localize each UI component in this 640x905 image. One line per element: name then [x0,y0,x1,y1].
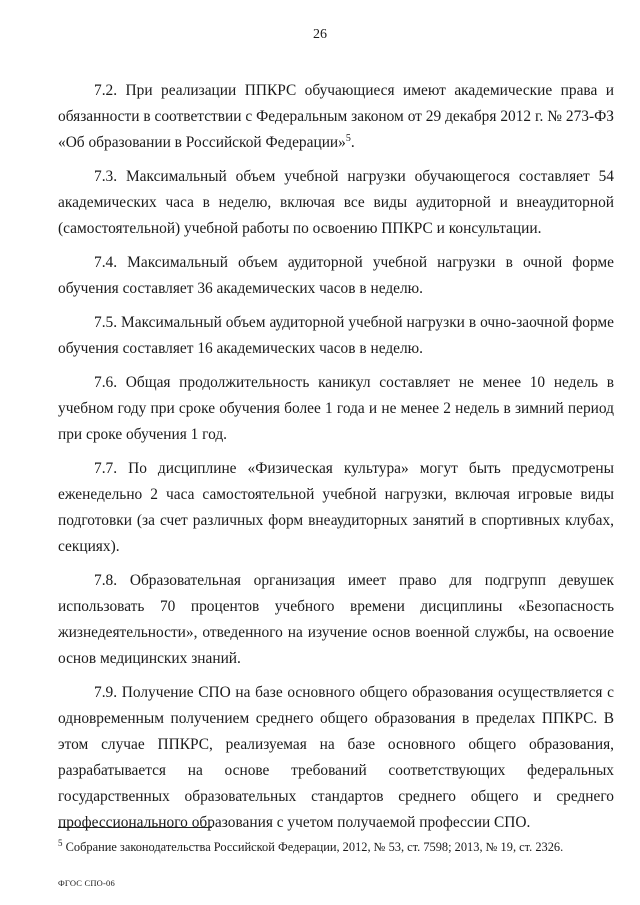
footnote-divider [58,827,212,828]
document-code: ФГОС СПО-06 [58,878,115,888]
footnote [58,835,614,855]
footnote-text: Собрание законодательства Российской Федерации, 2012, № 53, ст. 7598; 2013, № 19, ст. 2326. [65,840,564,855]
paragraph-7-5: 7.5. Максимальный объем аудиторной учебной нагрузки в очно-заочной форме обучения составляет 16 академических часов в неделю. [58,314,614,357]
page-number: 26 [313,27,327,42]
paragraph-tail: . [350,134,355,151]
paragraph-7-4: 7.4. Максимальный объем аудиторной учебной нагрузки в очной форме обучения составляет 36 академических часов в неделю. [58,254,614,297]
document-body [58,78,614,844]
paragraph-7-8: 7.8. Образовательная организация имеет право для подгрупп девушек использовать 70 процентов учебного времени дисциплины «Безопасность жизнедеятельности», отведенного на изучение основ военной службы, на освоение основ медицинских знаний. [58,572,614,667]
paragraph-7-6: 7.6. Общая продолжительность каникул составляет не менее 10 недель в учебном году при сроке обучения более 1 года и не менее 2 недель в зимний период при сроке обучения 1 год. [58,374,614,443]
paragraph-text: 7.2. При реализации ППКРС обучающиеся имеют академические права и обязанности в соответствии с Федеральным законом от 29 декабря 2012 г. № 273-ФЗ «Об образовании в Российской Федерации» [58,82,614,151]
paragraph-7-2 [58,78,614,156]
paragraph-7-9: 7.9. Получение СПО на базе основного общего образования осуществляется с одновременным получением среднего общего образования в пределах ППКРС. В этом случае ППКРС, реализуемая на базе основного общего образования, разрабатывается на основе требований соответствующих федеральных государственных образовательных стандартов среднего общего и среднего профессионального образования с учетом получаемой профессии СПО. [58,684,614,831]
paragraph-7-7: 7.7. По дисциплине «Физическая культура» могут быть предусмотрены еженедельно 2 часа самостоятельной учебной нагрузки, включая игровые виды подготовки (за счет различных форм внеаудиторных занятий в спортивных клубах, секциях). [58,460,614,555]
footnote-number: 5 [58,838,63,848]
paragraph-7-3: 7.3. Максимальный объем учебной нагрузки обучающегося составляет 54 академических часа в неделю, включая все виды аудиторной и внеаудиторной (самостоятельной) учебной работы по освоению ППКРС и консультации. [58,168,614,237]
footnote-reference[interactable]: 5 [345,132,351,144]
